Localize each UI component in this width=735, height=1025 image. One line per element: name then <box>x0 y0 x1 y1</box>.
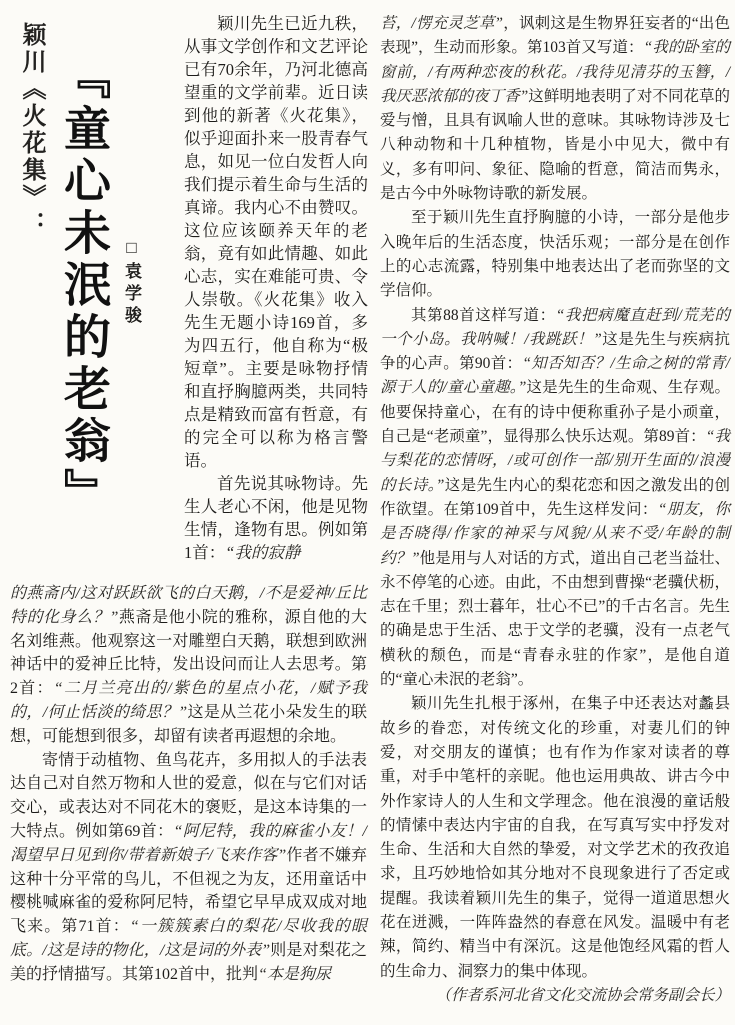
intro-column <box>184 12 368 564</box>
right-column <box>380 12 730 1008</box>
text-run-normal: 颖川先生扎根于涿州，在集子中还表达对蠡县故乡的眷恋，对传统文化的珍重，对妻儿们的钟爱，对交朋友的谨慎；也有作为作家对读者的尊重，对手中笔杆的亲昵。他也运用典故、讲古今中外作家诗人的人生和文学理念。他在浪漫的童话般的情愫中表达内宇宙的自我，在写真写实中抒发对生命、生活和大自然的挚爱，对文学艺术的孜孜追求，且巧妙地恰如其分地对不良现象进行了否定或提醒。我读着颖川先生的集子，觉得一道道思想火花在迸溅，一阵阵盎然的春意在风发。温暖中有老辣，简约、精当中有深沉。这是他饱经风霜的哲人的生命力、洞察力的集中体现。 <box>380 695 730 980</box>
text-run-normal: 首先说其咏物诗。先生人老心不闲，他是见物生情，逢物有思。例如第1首： <box>184 474 368 562</box>
paragraph <box>10 749 367 987</box>
text-run-verse: 的燕斋内/这对跃跃欲飞的白天鹅，/不是爱神/丘比特的化身么？” <box>10 585 367 626</box>
text-run-verse: “阿尼特，我的麻雀小友！/渴望早日见到你/带着新娘子/飞来作客” <box>10 822 367 864</box>
text-run-normal: 作者不嫌弃这种十分平常的鸟儿，不但视之为友，还用童话中樱桃喊麻雀的爱称阿尼特，希望它早早成双成对地飞来。第71首： <box>10 846 367 936</box>
text-run-verse: “我的寂静 <box>225 543 301 562</box>
text-run-normal: 这是先生与疾病抗争的心声。第90首： <box>380 330 730 373</box>
text-run-normal: 燕斋是他小院的雅称，源自他的大名刘维燕。他观察这一对雕塑白天鹅，联想到欧洲神话中的爱神丘比特，发出设问而让人去思考。第2首： <box>10 608 367 698</box>
text-run-normal: 这鲜明地表明了对不同花草的爱与憎，且具有讽喻人世的意味。其咏物诗涉及七八种动物和十几种植物，皆是小中见大，微中有义，多有叩问、象征、隐喻的哲意，简洁而隽永，是古今中外咏物诗歌的新发展。 <box>380 87 730 203</box>
text-run-verse: “二月兰亮出的/紫色的星点小花，/赋予我的，/何止恬淡的绮思？” <box>10 680 367 721</box>
paragraph <box>10 582 367 749</box>
byline: （作者系河北省文化交流协会常务副会长） <box>435 986 730 1004</box>
text-run-normal: 他是用与人对话的方式，道出自己老当益壮、永不停笔的心迹。由此，不由想到曹操“老骥伏枥，志在千里；烈士暮年，壮心不已”的千古名言。先生的确是忠于生活、忠于文学的老骥，没有一点老气横秋的颓色，而是“青春永驻的作家”，是他自道的“童心未泯的老翁”。 <box>380 549 730 689</box>
text-run-normal: 这是先生的生命观、生存观。他要保持童心，在有的诗中便称重孙子是小顽童，自己是“老顽童”，显得那么快乐达观。第89首： <box>380 379 730 446</box>
text-run-verse: “本是狗尿 <box>258 965 331 983</box>
text-run-normal: 至于颖川先生直抒胸臆的小诗，一部分是他步入晚年后的生活态度，快活乐观；一部分是在创作上的心志流露，特别集中地表达出了老而弥坚的文学信仰。 <box>380 209 730 300</box>
article-title: 『童心未泯的老翁』 <box>57 52 110 520</box>
paragraph <box>380 206 730 303</box>
text-run-normal: 这是先生内心的梨花恋和因之激发出的创作欲望。在第109首中，先生这样发问： <box>380 476 730 518</box>
paragraph <box>184 472 368 564</box>
text-run-normal: ，讽刺这是生物界狂妄者的“出色表现”，生动而形象。第103首又写道： <box>380 15 730 57</box>
text-run-normal: 其第88首这样写道： <box>411 306 556 324</box>
text-run-normal: 颖川先生已近九秩，从事文学创作和文艺评论已有70余年，乃河北德高望重的文学前辈。近日读到他的新著《火花集》，似乎迎面扑来一股青春气息，如见一位白发哲人向我们提示着生命与生活的真谛。我内心不由赞叹。这位应该颐养天年的老翁，竟有如此情趣、如此心志，实在难能可贵、令人崇敬。《火花集》收入先生无题小诗169首，多为四五行，他自称为“极短章”。主要是咏物抒情和直抒胸臆两类，共同特点是精致而富有哲意，有的完全可以称为格言警语。 <box>184 14 368 470</box>
paragraph <box>380 12 730 206</box>
series-label: 颖川《火花集》： <box>18 22 44 238</box>
text-run-verse: “我把病魔直赶到/荒芜的一个小岛。我呐喊！/我跳跃！” <box>380 306 730 348</box>
text-run-verse: “朋友，你是否晓得/作家的神采与风貌/从来不受/年龄的制约？” <box>380 500 730 567</box>
text-run-normal: 这是从兰花小朵发生的联想，可能想到很多，却留有读者再遐想的余地。 <box>10 703 367 745</box>
text-run-normal: 寄情于动植物、鱼鸟花卉，多用拟人的手法表达自己对自然万物和人世的爱意，似在与它们对话交心，或表达对不同花木的褒贬，是这本诗集的一大特点。例如第69首： <box>10 751 367 840</box>
lower-left-text-block <box>10 582 367 987</box>
text-run-verse: “我与梨花的恋情呀，/或可创作一部/别开生面的/浪漫的长诗。” <box>380 428 730 494</box>
text-run-verse: 苔，/愣充灵芝草” <box>380 15 504 32</box>
paragraph <box>380 692 730 984</box>
text-run-verse: “知否知否？/生命之树的常青/源于人的/童心童趣。” <box>380 355 730 397</box>
text-run-verse: “我的卧室的窗前，/有两种恋夜的秋花。/我待见清芬的玉簪，/我厌恶浓郁的夜丁香” <box>380 39 730 105</box>
text-run-normal: 则是对梨花之美的抒情描写。其第102首中，批判 <box>10 941 367 983</box>
author-name: □袁学骏 <box>122 238 141 328</box>
paragraph <box>184 12 368 472</box>
text-run-verse: “一簇簇素白的梨花/尽收我的眼底。/这是诗的物化，/这是词的外表” <box>10 918 367 959</box>
paragraph <box>380 304 730 693</box>
